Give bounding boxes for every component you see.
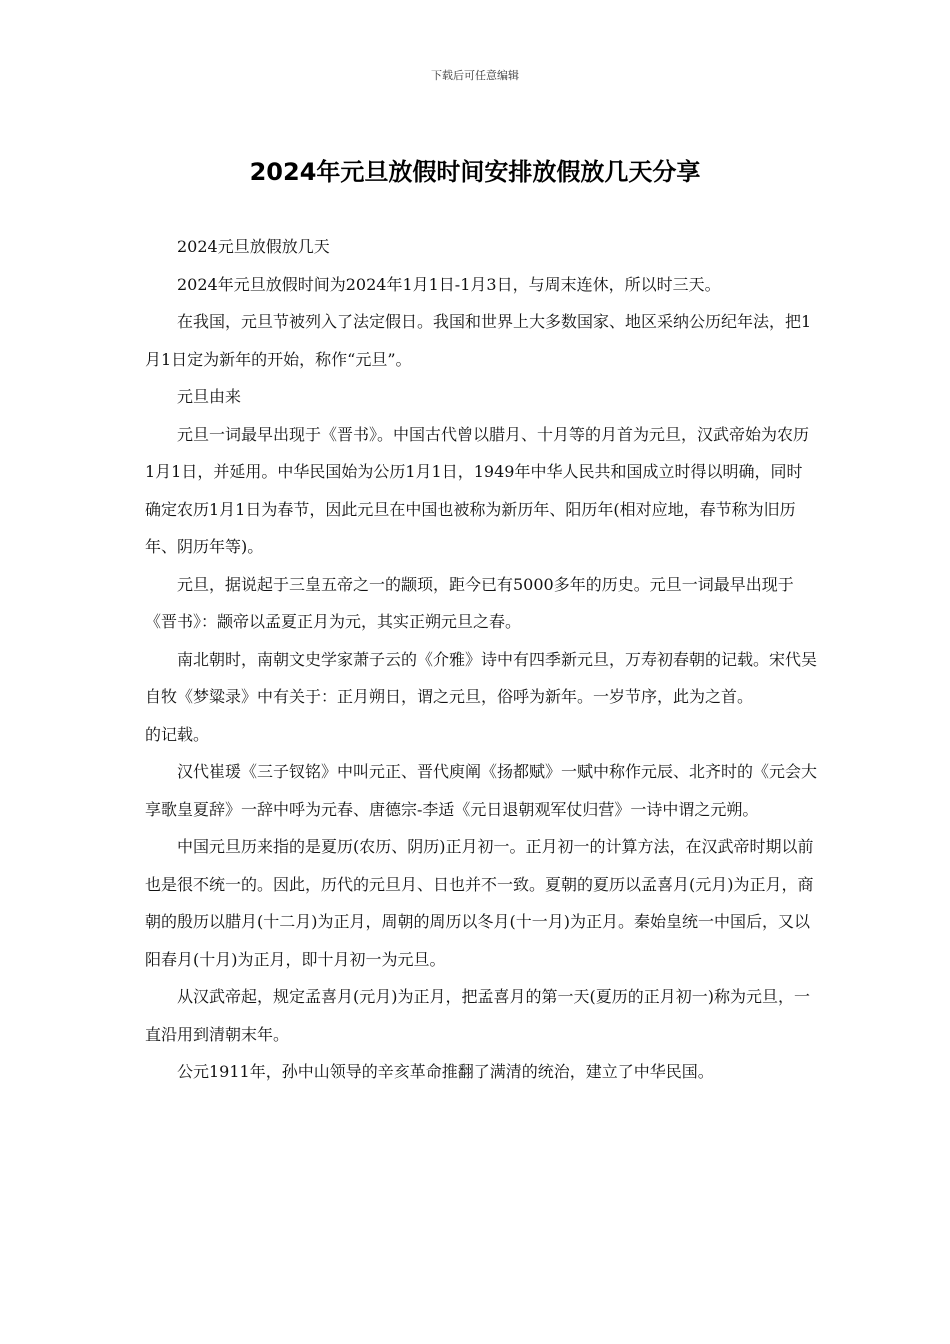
paragraph: 中国元旦历来指的是夏历(农历、阴历)正月初一。正月初一的计算方法，在汉武帝时期以前也是很不统一的。因此，历代的元旦月、日也并不一致。夏朝的夏历以孟喜月(元月)为正月，商朝的殷历以腊月(十二月)为正月，周朝的周历以冬月(十一月)为正月。秦始皇统一中国后，又以阳春月(十月)为正月，即十月初一为元旦。 [145, 837, 814, 969]
paragraph: 的记载。 [145, 724, 210, 744]
header-note: 下载后可任意编辑 [431, 69, 519, 82]
paragraph: 从汉武帝起，规定孟喜月(元月)为正月，把孟喜月的第一天(夏历的正月初一)称为元旦，一直沿用到清朝末年。 [145, 987, 810, 1044]
paragraph: 南北朝时，南朝文史学家萧子云的《介雅》诗中有四季新元旦，万寿初春朝的记载。宋代吴自牧《梦粱录》中有关于：正月朔日，谓之元旦，俗呼为新年。一岁节序，此为之首。 [145, 649, 818, 706]
paragraph: 汉代崔瑗《三子钗铭》中叫元正、晋代庾阐《扬都赋》一赋中称作元辰、北齐时的《元会大享歌皇夏辞》一辞中呼为元春、唐德宗-李适《元日退朝观军仗归营》一诗中谓之元朔。 [145, 762, 818, 819]
paragraph: 元旦，据说起于三皇五帝之一的颛顼，距今已有5000多年的历史。元旦一词最早出现于《晋书》：颛帝以孟夏正月为元，其实正朔元旦之春。 [145, 574, 794, 631]
document-body [145, 228, 817, 1091]
paragraph: 元旦一词最早出现于《晋书》。中国古代曾以腊月、十月等的月首为元旦，汉武帝始为农历1月1日，并延用。中华民国始为公历1月1日，1949年中华人民共和国成立时得以明确，同时确定农历1月1日为春节，因此元旦在中国也被称为新历年、阳历年(相对应地，春节称为旧历年、阴历年等)。 [145, 424, 810, 556]
paragraph-heading: 2024元旦放假放几天 [177, 237, 330, 256]
paragraph-heading: 元旦由来 [177, 387, 242, 406]
paragraph: 在我国，元旦节被列入了法定假日。我国和世界上大多数国家、地区采纳公历纪年法，把1月1日定为新年的开始，称作“元旦”。 [145, 312, 812, 369]
paragraph: 2024年元旦放假时间为2024年1月1日-1月3日，与周末连休，所以时三天。 [177, 274, 721, 294]
document-title: 2024年元旦放假时间安排放假放几天分享 [249, 158, 701, 186]
paragraph: 公元1911年，孙中山领导的辛亥革命推翻了满清的统治，建立了中华民国。 [177, 1062, 714, 1081]
